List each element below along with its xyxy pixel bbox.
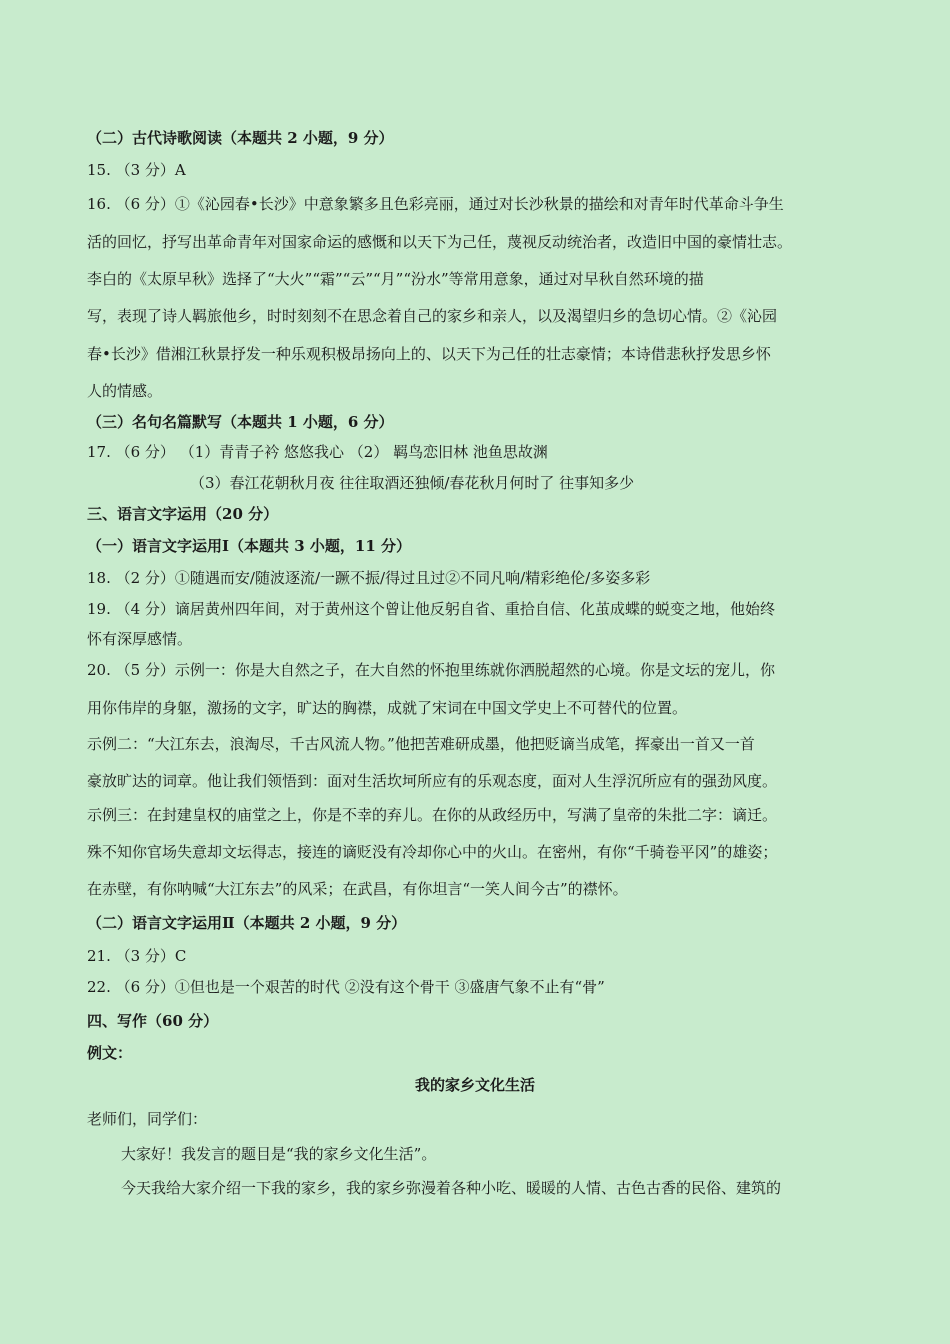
answer-17-line: 17. （6 分） （1）青青子衿 悠悠我心 （2） 羁鸟恋旧林 池鱼思故渊 <box>87 443 548 461</box>
part3-heading: 三、语言文字运用（20 分） <box>87 505 279 523</box>
answer-20-line: 在赤壁，有你呐喊“大江东去”的风采；在武昌，有你坦言“一笑人间今古”的襟怀。 <box>87 880 628 898</box>
answer-19-line: 怀有深厚感情。 <box>87 630 193 648</box>
sec2-heading: （二）古代诗歌阅读（本题共 2 小题，9 分） <box>87 129 394 147</box>
essay-title: 我的家乡文化生活 <box>414 1076 535 1094</box>
answer-15: 15. （3 分）A <box>87 161 186 179</box>
answer-20-line: 20. （5 分）示例一：你是大自然之子，在大自然的怀抱里练就你洒脱超然的心境。你是文坛的宠儿，你 <box>87 661 775 679</box>
essay-salutation: 老师们，同学们： <box>87 1110 208 1128</box>
answer-20-line: 豪放旷达的词章。他让我们领悟到：面对生活坎坷所应有的乐观态度，面对人生浮沉所应有的强劲风度。 <box>87 772 778 790</box>
answer-16-line: 活的回忆，抒写出革命青年对国家命运的感慨和以天下为己任，蔑视反动统治者，改造旧中国的豪情壮志。 <box>87 233 793 251</box>
answer-21: 21. （3 分）C <box>87 947 187 965</box>
answer-17-line: （3）春江花朝秋月夜 往往取酒还独倾/春花秋月何时了 往事知多少 <box>190 474 635 492</box>
answer-20-line: 殊不知你官场失意却文坛得志，接连的谪贬没有冷却你心中的火山。在密州，有你“千骑卷平冈”的雄姿； <box>87 843 778 861</box>
answer-16-line: 人的情感。 <box>87 382 163 400</box>
answer-16-line: 写，表现了诗人羁旅他乡，时时刻刻不在思念着自己的家乡和亲人，以及渴望归乡的急切心情。②《沁园 <box>87 307 778 325</box>
answer-16-line: 16. （6 分）①《沁园春•长沙》中意象繁多且色彩亮丽，通过对长沙秋景的描绘和对青年时代革命斗争生 <box>87 195 784 213</box>
answer-22: 22. （6 分）①但也是一个艰苦的时代 ②没有这个骨干 ③盛唐气象不止有“骨” <box>87 978 605 996</box>
essay-paragraph: 今天我给大家介绍一下我的家乡，我的家乡弥漫着各种小吃、暖暖的人情、古色古香的民俗、建筑的 <box>121 1179 782 1197</box>
answer-20-line: 示例三：在封建皇权的庙堂之上，你是不幸的弃儿。在你的从政经历中，写满了皇帝的朱批二字：谪迁。 <box>87 806 778 824</box>
answer-16-line: 春•长沙》借湘江秋景抒发一种乐观积极昂扬向上的、以天下为己任的壮志豪情；本诗借悲秋抒发思乡怀 <box>87 345 771 363</box>
sec3-heading: （三）名句名篇默写（本题共 1 小题，6 分） <box>87 413 394 431</box>
part4-heading: 四、写作（60 分） <box>87 1012 219 1030</box>
answer-19-line: 19. （4 分）谪居黄州四年间，对于黄州这个曾让他反躬自省、重拾自信、化茧成蝶的蜕变之地，他始终 <box>87 600 775 618</box>
essay-paragraph: 大家好！我发言的题目是“我的家乡文化生活”。 <box>121 1145 437 1163</box>
answer-16-line: 李白的《太原早秋》选择了“大火”“霜”“云”“月”“汾水”等常用意象，通过对早秋自然环境的描 <box>87 270 704 288</box>
part3-sub1-heading: （一）语言文字运用Ⅰ（本题共 3 小题，11 分） <box>87 537 411 555</box>
answer-18: 18. （2 分）①随遇而安/随波逐流/一蹶不振/得过且过②不同凡响/精彩绝伦/多姿多彩 <box>87 569 651 587</box>
example-label: 例文： <box>87 1044 133 1062</box>
answer-20-line: 用你伟岸的身躯，激扬的文字，旷达的胸襟，成就了宋词在中国文学史上不可替代的位置。 <box>87 699 688 717</box>
answer-20-line: 示例二：“大江东去，浪淘尽，千古风流人物。”他把苦难研成墨，他把贬谪当成笔，挥豪出一首又一首 <box>87 735 755 753</box>
part3-sub2-heading: （二）语言文字运用Ⅱ（本题共 2 小题，9 分） <box>87 914 407 932</box>
